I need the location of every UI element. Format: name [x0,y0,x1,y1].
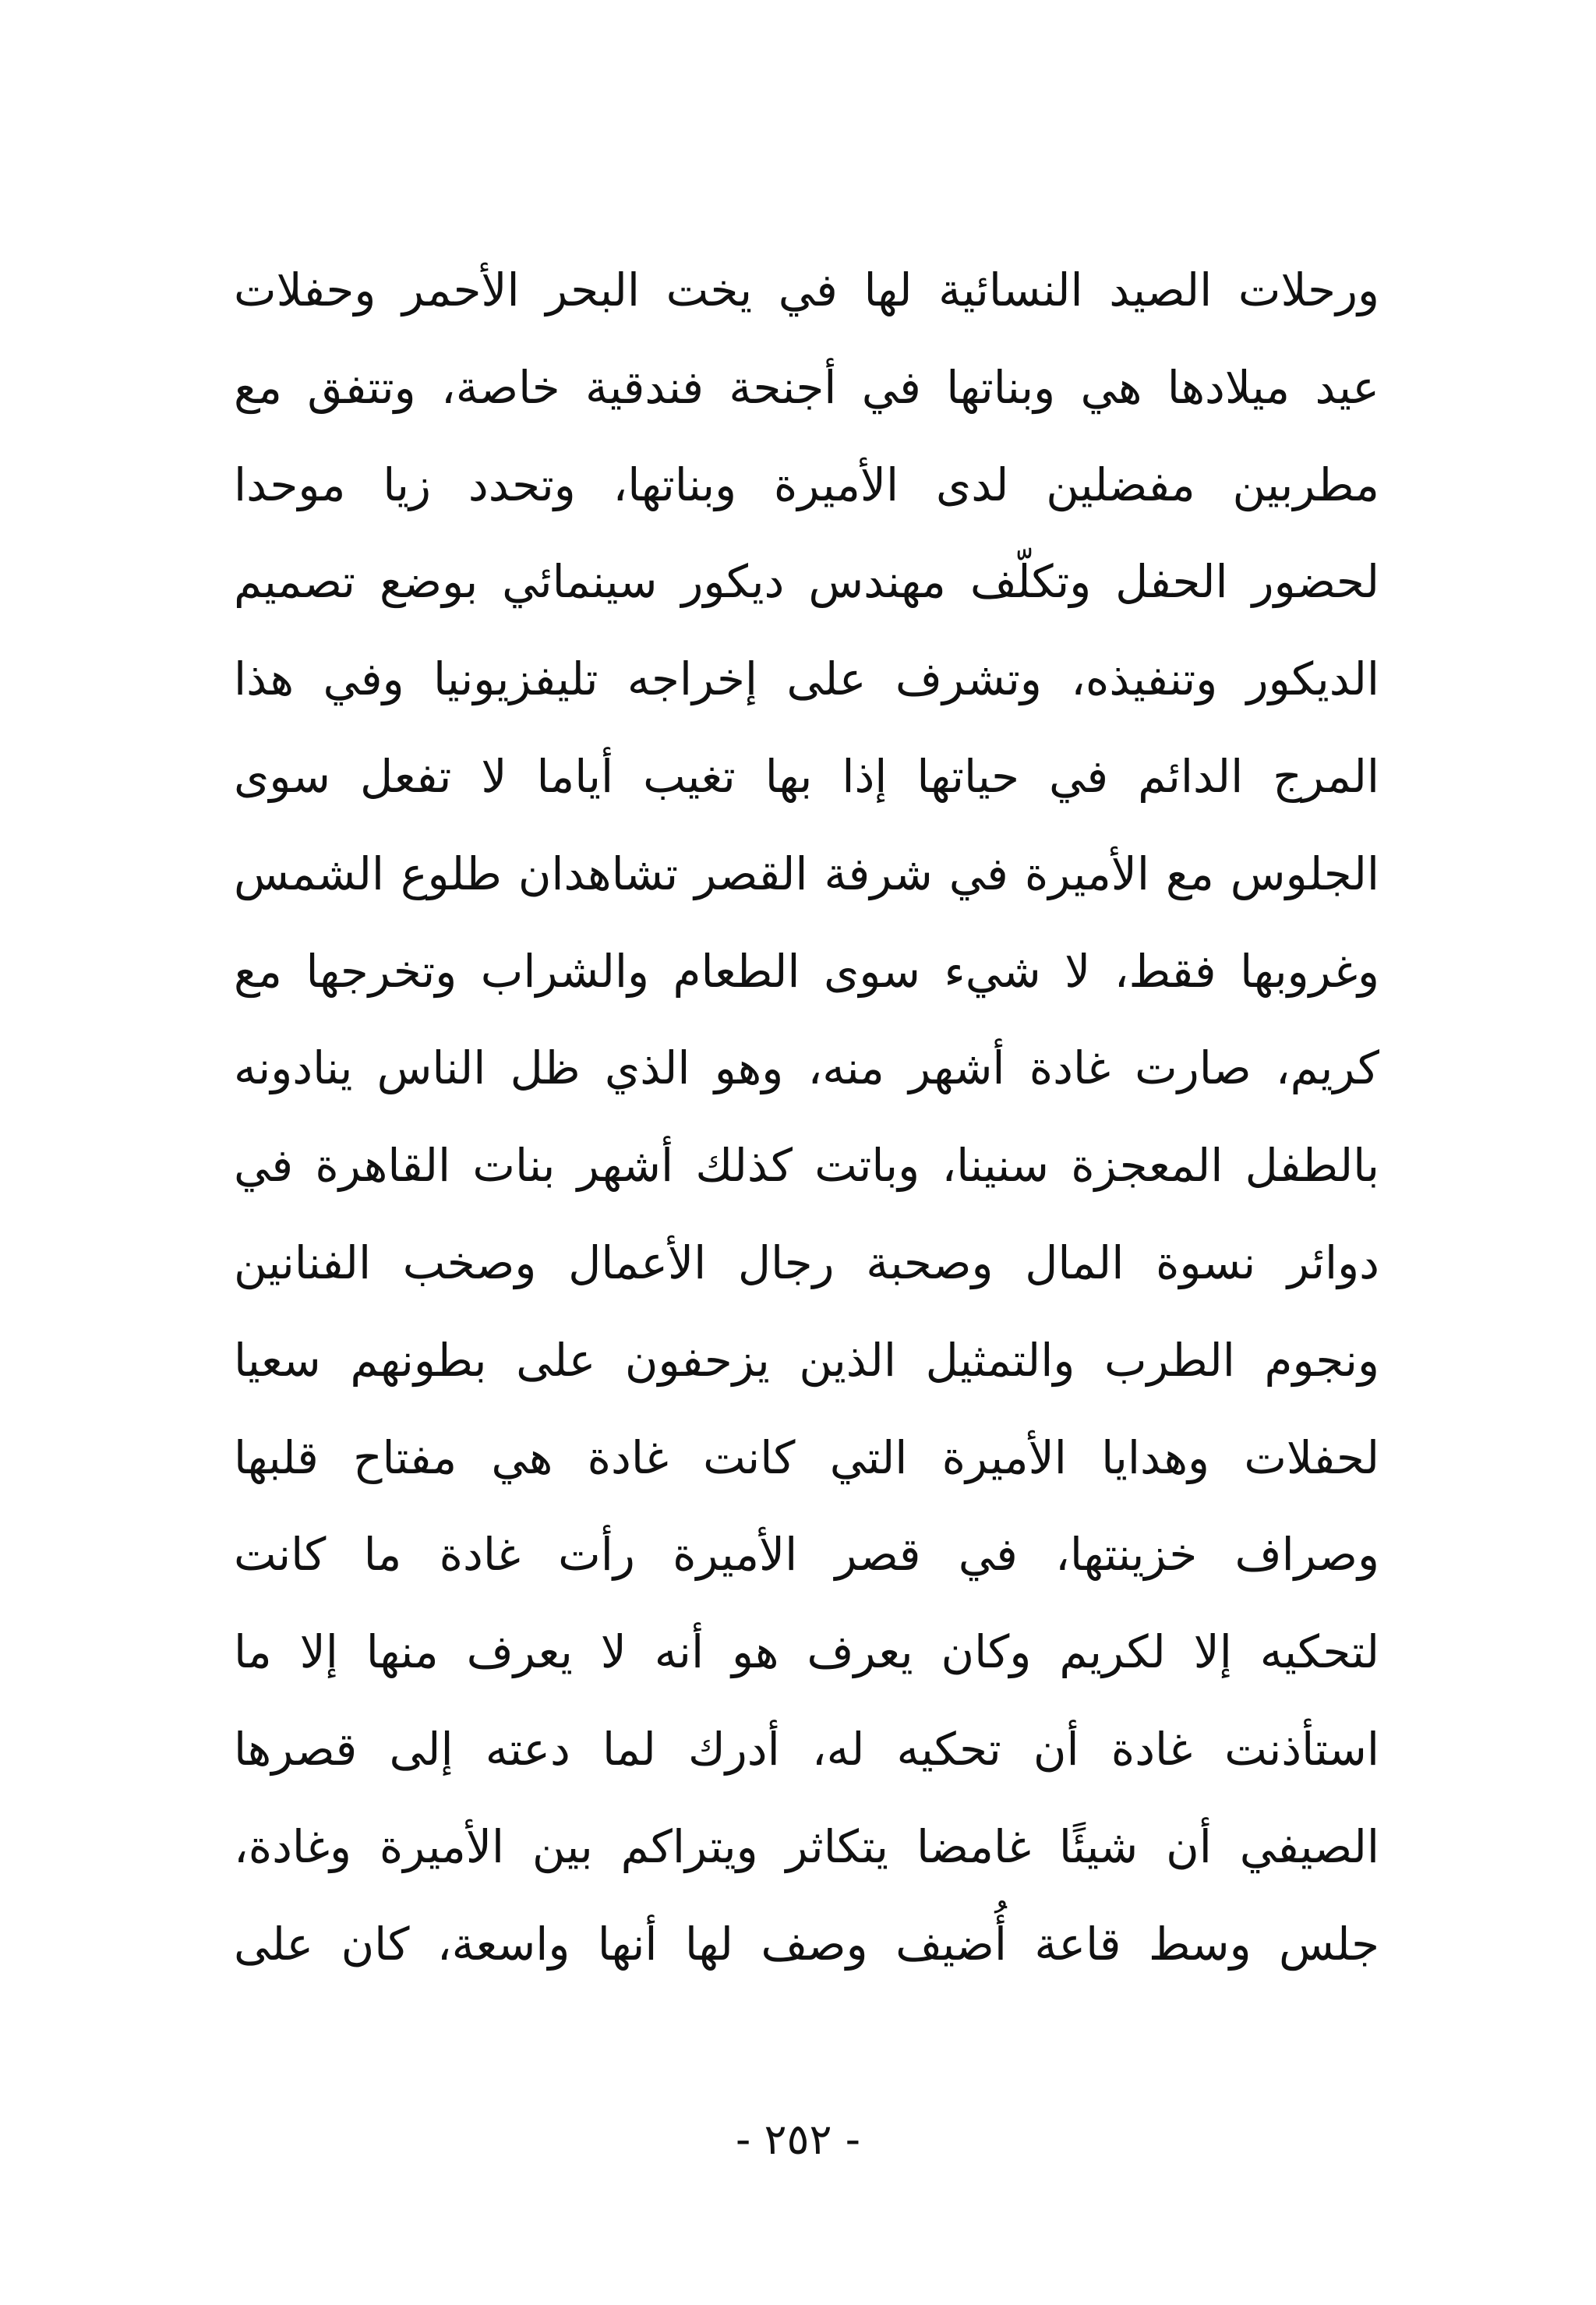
text-line: دوائر نسوة المال وصحبة رجال الأعمال وصخب الفنانين [234,1236,1379,1289]
text-line: وصراف خزينتها، في قصر الأميرة رأت غادة ما كانت [234,1528,1379,1582]
text-line: لتحكيه إلا لكريم وكان يعرف هو أنه لا يعرف منها إلا ما [234,1625,1379,1679]
text-line: بالطفل المعجزة سنينا، وباتت كذلك أشهر بنات القاهرة في [234,1139,1379,1193]
text-line: المرج الدائم في حياتها إذا بها تغيب أياما لا تفعل سوى [234,749,1379,803]
text-line: الجلوس مع الأميرة في شرفة القصر تشاهدان طلوع الشمس [234,847,1379,900]
text-line: استأذنت غادة أن تحكيه له، أدرك لما دعته إلى قصرها [234,1722,1379,1776]
text-line: وغروبها فقط، لا شيء سوى الطعام والشراب وتخرجها مع [234,944,1379,998]
text-line: جلس وسط قاعة أُضيف وصف لها أنها واسعة، كان على [234,1917,1379,1971]
text-line: عيد ميلادها هي وبناتها في أجنحة فندقية خاصة، وتتفق مع [234,360,1379,414]
text-line: كريم، صارت غادة أشهر منه، وهو الذي ظل الناس ينادونه [234,1041,1379,1095]
page-number: - ٢٥٢ - [735,2115,861,2164]
text-line: ورحلات الصيد النسائية لها في يخت البحر الأحمر وحفلات [234,263,1379,316]
text-line: لحضور الحفل وتكلّف مهندس ديكور سينمائي بوضع تصميم [234,555,1379,609]
text-line: الديكور وتنفيذه، وتشرف على إخراجه تليفزيونيا وفي هذا [234,652,1379,706]
text-line: ونجوم الطرب والتمثيل الذين يزحفون على بطونهم سعيا [234,1333,1379,1387]
text-line: مطربين مفضلين لدى الأميرة وبناتها، وتحدد زيا موحدا [234,458,1379,511]
body-text [234,242,1379,1992]
text-line: لحفلات وهدايا الأميرة التي كانت غادة هي مفتاح قلبها [234,1430,1379,1484]
text-line: الصيفي أن شيئًا غامضا يتكاثر ويتراكم بين الأميرة وغادة، [234,1819,1379,1873]
